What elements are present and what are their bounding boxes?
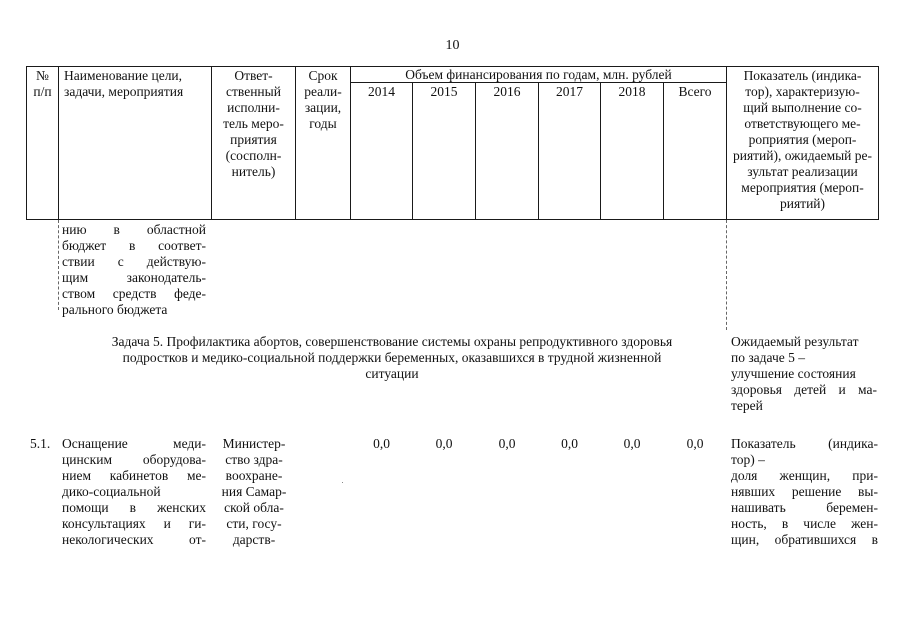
header-col-responsible: Ответ- ственный исполни- тель меро- приятия (сосполн- нитель) [223, 68, 284, 179]
row-5-1-value-total: 0,0 [686, 436, 704, 451]
header-year-2017: 2017 [556, 84, 583, 99]
row-5-1-value-2014: 0,0 [373, 436, 390, 451]
row-5-1-value-2015: 0,0 [435, 436, 453, 451]
header-year-2014: 2014 [368, 84, 395, 99]
header-col-term: Срок реали- зации, годы [304, 68, 342, 131]
scan-speck [342, 482, 343, 483]
row-5-1-value-2017: 0,0 [561, 436, 578, 451]
row-5-1-indicator: Показатель (индика- тор) – доля женщин, при- нявших решение вы- нашивать беремен- ность, в числе жен- щин, обратившихся в [731, 436, 878, 547]
task5-title: Задача 5. Профилактика абортов, совершенствование системы охраны репродуктивного здоровья подростков и медико-социальной поддержки беременных, оказавшихся в трудной жизненной ситуации [111, 334, 673, 381]
row-5-1-value-2018: 0,0 [623, 436, 641, 451]
header-year-2015: 2015 [430, 84, 458, 99]
continuation-text: нию в областной бюджет в соответ- ствии с действую- щим законодатель- ством средств феде- рального бюджета [62, 222, 206, 317]
task5-expected-result: Ожидаемый результат по задаче 5 – улучшение состояния здоровья детей и ма- терей [731, 334, 877, 413]
header-year-2018: 2018 [618, 84, 646, 99]
header-year-2016: 2016 [493, 84, 521, 99]
row-5-1-name: Оснащение меди- цинским оборудова- нием кабинетов ме- дико-социальной помощи в женских консультациях и ги- некологических от- [62, 436, 206, 547]
header-year-total: Всего [678, 84, 712, 99]
header-col-funding: Объем финансирования по годам, млн. рублей [405, 67, 672, 82]
page-number: 10 [445, 38, 460, 53]
row-5-1-value-2016: 0,0 [498, 436, 516, 451]
header-col-name: Наименование цели, задачи, мероприятия [64, 68, 184, 99]
header-col-number: № п/п [33, 68, 52, 99]
header-col-indicator: Показатель (индика- тор), характеризую- щий выполнение со- ответствующего ме- роприятия (мероп- риятий), ожидаемый ре- зультат реализации мероприятия (мероп- риятий) [732, 68, 873, 211]
row-5-1-number: 5.1. [30, 436, 51, 451]
row-5-1-responsible: Министер- ство здра- воохране- ния Самар- ской обла- сти, госу- дарств- [221, 436, 287, 547]
